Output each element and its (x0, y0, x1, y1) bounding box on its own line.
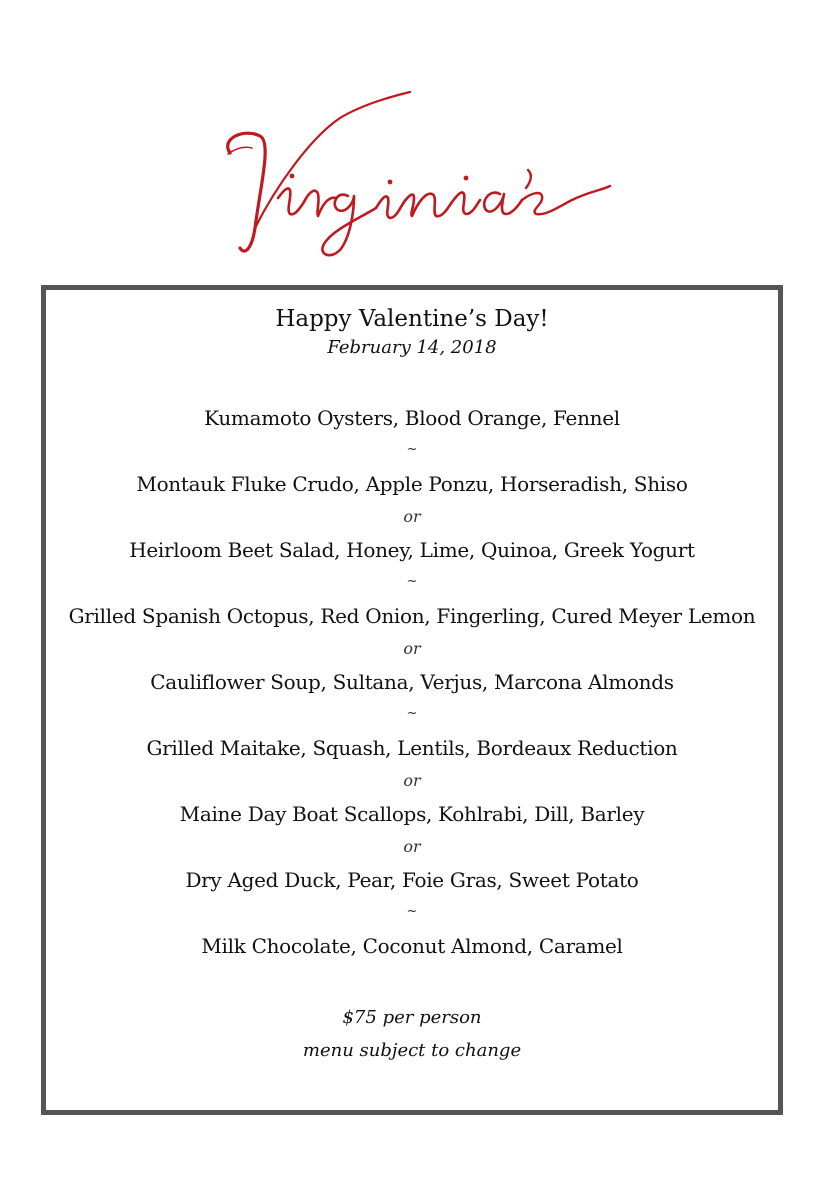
course-separator-or: or (403, 837, 421, 856)
course-separator-or: or (403, 771, 421, 790)
course-separator-tilde: ~ (406, 574, 418, 589)
price-text: $75 per person (342, 1007, 482, 1028)
menu-frame (41, 285, 783, 1115)
course-separator-or: or (403, 507, 421, 526)
menu-content (46, 290, 778, 1067)
menu-footer (46, 1001, 778, 1067)
course-item: Montauk Fluke Crudo, Apple Ponzu, Horseradish, Shiso (136, 472, 688, 496)
course-list (46, 403, 778, 961)
course-separator-tilde: ~ (406, 706, 418, 721)
menu-date: February 14, 2018 (327, 337, 497, 358)
course-item: Cauliflower Soup, Sultana, Verjus, Marcona Almonds (150, 670, 674, 694)
course-item: Maine Day Boat Scallops, Kohlrabi, Dill, Barley (179, 802, 645, 826)
virginias-script-logo (200, 78, 620, 268)
subject-to-change-note: menu subject to change (302, 1040, 522, 1061)
course-item: Grilled Maitake, Squash, Lentils, Bordeaux Reduction (146, 736, 678, 760)
logo (200, 78, 620, 268)
course-item: Heirloom Beet Salad, Honey, Lime, Quinoa, Greek Yogurt (129, 538, 695, 562)
course-item: Grilled Spanish Octopus, Red Onion, Fingerling, Cured Meyer Lemon (68, 604, 756, 628)
menu-title: Happy Valentine’s Day! (275, 306, 549, 332)
course-item: Milk Chocolate, Coconut Almond, Caramel (201, 934, 623, 958)
course-separator-tilde: ~ (406, 442, 418, 457)
course-separator-or: or (403, 639, 421, 658)
course-item: Dry Aged Duck, Pear, Foie Gras, Sweet Potato (185, 868, 639, 892)
course-item: Kumamoto Oysters, Blood Orange, Fennel (204, 406, 620, 430)
course-separator-tilde: ~ (406, 904, 418, 919)
